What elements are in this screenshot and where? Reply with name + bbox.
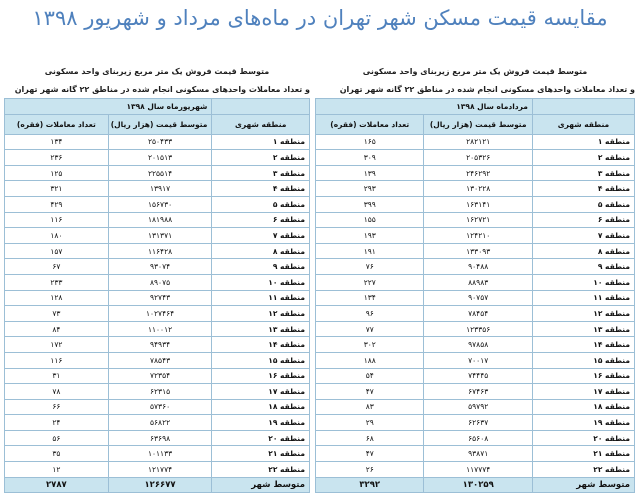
count-cell: ۸۳: [316, 399, 424, 415]
price-cell: ۶۷۴۶۳: [424, 384, 532, 400]
table-row: [5, 462, 310, 478]
table-row: [316, 415, 635, 431]
price-cell: ۵۷۳۶۰: [108, 399, 212, 415]
region-cell: منطقه ۱۲: [212, 306, 310, 322]
region-cell: منطقه ۶: [212, 212, 310, 228]
region-cell: منطقه ۱۸: [212, 399, 310, 415]
count-cell: ۱۷۲: [5, 337, 109, 353]
column-header-price: متوسط قیمت (هزار ریال): [108, 114, 212, 134]
price-cell: ۶۵۶۰۸: [424, 430, 532, 446]
price-cell: ۱۳۱۳۷۱: [108, 228, 212, 244]
price-cell: ۹۷۸۵۸: [424, 337, 532, 353]
count-cell: ۲۳۶: [5, 150, 109, 166]
price-cell: ۲۰۵۳۲۶: [424, 150, 532, 166]
region-cell: منطقه ۲۰: [212, 430, 310, 446]
price-cell: ۱۱۶۴۲۸: [108, 243, 212, 259]
count-cell: ۱۸۸: [316, 352, 424, 368]
city-average-row: [5, 477, 310, 493]
count-cell: ۷۷: [316, 321, 424, 337]
region-cell: منطقه ۵: [212, 196, 310, 212]
count-cell: ۱۸۰: [5, 228, 109, 244]
table-caption: متوسط قیمت فروش یک متر مربع زیربنای واحد مسکونی: [362, 67, 588, 76]
table-row: [316, 228, 635, 244]
table-row: [316, 430, 635, 446]
price-cell: ۷۸۴۵۴: [424, 306, 532, 322]
count-cell: ۴۲۹: [5, 196, 109, 212]
region-cell: منطقه ۹: [532, 259, 634, 275]
price-cell: ۷۴۴۴۵: [424, 368, 532, 384]
price-cell: ۱۱۷۷۷۴: [424, 462, 532, 478]
region-cell: منطقه ۹: [212, 259, 310, 275]
table-row: [5, 352, 310, 368]
price-cell: ۱۱۰۰۱۲: [108, 321, 212, 337]
count-cell: ۲۹۳: [316, 181, 424, 197]
region-cell: منطقه ۲: [212, 150, 310, 166]
table-row: [316, 196, 635, 212]
region-cell: منطقه ۱۰: [212, 274, 310, 290]
table-row: [5, 196, 310, 212]
avg-label: متوسط شهر: [212, 477, 310, 493]
region-cell: منطقه ۸: [532, 243, 634, 259]
count-cell: ۴۷: [316, 446, 424, 462]
price-cell: ۲۲۵۵۱۴: [108, 165, 212, 181]
count-cell: ۳۱: [5, 368, 109, 384]
table-row: [316, 446, 635, 462]
table-row: [316, 321, 635, 337]
table-row: [5, 165, 310, 181]
region-cell: منطقه ۲۱: [532, 446, 634, 462]
region-cell: منطقه ۷: [212, 228, 310, 244]
count-cell: ۲۳۳: [5, 274, 109, 290]
mordad-price-table: [315, 98, 635, 493]
table-caption: متوسط قیمت فروش یک متر مربع زیربنای واحد مسکونی: [44, 67, 270, 76]
count-cell: ۵۴: [316, 368, 424, 384]
table-row: [5, 321, 310, 337]
price-cell: ۱۶۲۷۲۱: [424, 212, 532, 228]
region-cell: منطقه ۱۳: [532, 321, 634, 337]
count-cell: ۱۲۸: [5, 290, 109, 306]
count-cell: ۲۴: [5, 415, 109, 431]
region-cell: منطقه ۱۵: [532, 352, 634, 368]
price-cell: ۹۳۰۷۴: [108, 259, 212, 275]
region-cell: منطقه ۲۲: [212, 462, 310, 478]
table-row: [5, 430, 310, 446]
table-row: [316, 243, 635, 259]
table-row: [5, 337, 310, 353]
region-cell: منطقه ۱۷: [532, 384, 634, 400]
count-cell: ۱۳۹: [316, 165, 424, 181]
region-cell: منطقه ۱: [532, 134, 634, 150]
region-cell: منطقه ۱۰: [532, 274, 634, 290]
count-cell: ۳۲۱: [5, 181, 109, 197]
table-row: [316, 352, 635, 368]
table-row: [5, 384, 310, 400]
price-cell: ۲۸۲۱۲۱: [424, 134, 532, 150]
avg-label: متوسط شهر: [532, 477, 634, 493]
price-cell: ۹۲۷۴۳: [108, 290, 212, 306]
count-cell: ۶۸: [316, 430, 424, 446]
table-row: [5, 259, 310, 275]
price-cell: ۹۴۹۳۴: [108, 337, 212, 353]
count-cell: ۲۲۷: [316, 274, 424, 290]
price-cell: ۲۰۱۵۱۳: [108, 150, 212, 166]
table-row: [5, 446, 310, 462]
region-cell: منطقه ۱۱: [532, 290, 634, 306]
price-cell: ۷۸۵۴۳: [108, 352, 212, 368]
count-cell: ۴۷: [316, 384, 424, 400]
avg-price: ۱۲۶۶۷۷: [108, 477, 212, 493]
mordad-table-block: [315, 66, 635, 493]
region-cell: منطقه ۱۴: [212, 337, 310, 353]
price-cell: ۱۲۴۲۱۰: [424, 228, 532, 244]
count-cell: ۱۵۵: [316, 212, 424, 228]
price-cell: ۱۰۱۱۳۳: [108, 446, 212, 462]
table-row: [316, 368, 635, 384]
table-row: [316, 134, 635, 150]
mordad-rows: [316, 134, 635, 477]
avg-count: ۲۷۸۷: [5, 477, 109, 493]
table-row: [316, 165, 635, 181]
price-cell: ۱۲۳۳۵۶: [424, 321, 532, 337]
column-header-region: منطقه شهری: [212, 114, 310, 134]
price-cell: ۶۲۶۳۷: [424, 415, 532, 431]
count-cell: ۲۶: [316, 462, 424, 478]
table-row: [5, 243, 310, 259]
table-row: [316, 181, 635, 197]
region-cell: منطقه ۲۱: [212, 446, 310, 462]
table-row: [316, 290, 635, 306]
table-row: [5, 306, 310, 322]
price-cell: ۷۰۰۱۷: [424, 352, 532, 368]
price-cell: ۸۸۹۸۳: [424, 274, 532, 290]
region-cell: منطقه ۳: [212, 165, 310, 181]
count-cell: ۵۶: [5, 430, 109, 446]
price-cell: ۲۴۶۲۹۲: [424, 165, 532, 181]
count-cell: ۱۹۳: [316, 228, 424, 244]
price-cell: ۹۳۸۷۱: [424, 446, 532, 462]
count-cell: ۶۶: [5, 399, 109, 415]
count-cell: ۱۱۶: [5, 352, 109, 368]
table-caption-secondary: و تعداد معاملات واحدهای مسکونی انجام شده در مناطق ۲۲ گانه شهر تهران: [339, 85, 635, 94]
table-row: [5, 212, 310, 228]
region-cell: منطقه ۴: [532, 181, 634, 197]
region-cell: منطقه ۲: [532, 150, 634, 166]
count-cell: ۱۳۴: [5, 134, 109, 150]
table-row: [5, 274, 310, 290]
table-row: [316, 399, 635, 415]
region-cell: منطقه ۸: [212, 243, 310, 259]
count-cell: ۷۶: [316, 259, 424, 275]
price-cell: ۸۹۰۷۵: [108, 274, 212, 290]
region-cell: منطقه ۲۲: [532, 462, 634, 478]
table-row: [5, 181, 310, 197]
price-cell: ۹۰۷۵۷: [424, 290, 532, 306]
price-cell: ۹۰۴۸۸: [424, 259, 532, 275]
table-row: [316, 150, 635, 166]
count-cell: ۹۶: [316, 306, 424, 322]
column-header-region: منطقه شهری: [532, 114, 634, 134]
price-cell: ۱۳۰۲۲۸: [424, 181, 532, 197]
table-row: [5, 290, 310, 306]
price-cell: ۵۶۸۲۲: [108, 415, 212, 431]
price-cell: ۱۵۶۷۳۰: [108, 196, 212, 212]
region-cell: منطقه ۲۰: [532, 430, 634, 446]
region-cell: منطقه ۱۶: [532, 368, 634, 384]
city-average-row: [316, 477, 635, 493]
count-cell: ۱۶۵: [316, 134, 424, 150]
table-row: [316, 306, 635, 322]
count-cell: ۲۹: [316, 415, 424, 431]
table-row: [316, 384, 635, 400]
table-row: [5, 415, 310, 431]
table-row: [5, 150, 310, 166]
table-row: [5, 368, 310, 384]
table-row: [5, 399, 310, 415]
price-cell: ۱۸۱۹۸۸: [108, 212, 212, 228]
shahrivar-price-table: [4, 98, 310, 493]
count-cell: ۱۹۱: [316, 243, 424, 259]
count-cell: ۳۰۲: [316, 337, 424, 353]
count-cell: ۸۴: [5, 321, 109, 337]
count-cell: ۷۸: [5, 384, 109, 400]
price-cell: ۱۳۳۰۹۳: [424, 243, 532, 259]
table-caption-secondary: و تعداد معاملات واحدهای مسکونی انجام شده در مناطق ۲۲ گانه شهر تهران: [14, 85, 310, 94]
price-cell: ۵۹۷۹۲: [424, 399, 532, 415]
count-cell: ۱۳۴: [316, 290, 424, 306]
region-cell: منطقه ۱۸: [532, 399, 634, 415]
table-row: [316, 259, 635, 275]
region-cell: منطقه ۱۴: [532, 337, 634, 353]
table-row: [316, 212, 635, 228]
count-cell: ۳۹۹: [316, 196, 424, 212]
table-row: [316, 337, 635, 353]
region-cell: منطقه ۵: [532, 196, 634, 212]
avg-count: ۳۲۹۲: [316, 477, 424, 493]
region-cell: منطقه ۶: [532, 212, 634, 228]
region-cell: منطقه ۳: [532, 165, 634, 181]
page-title: مقایسه قیمت مسکن شهر تهران در ماه‌های مرداد و شهریور ۱۳۹۸: [32, 6, 608, 30]
region-cell: منطقه ۱۹: [212, 415, 310, 431]
period-label: شهریورماه سال ۱۳۹۸: [5, 99, 212, 115]
price-cell: ۱۲۱۷۷۴: [108, 462, 212, 478]
region-cell: منطقه ۱۹: [532, 415, 634, 431]
region-cell: منطقه ۱۲: [532, 306, 634, 322]
table-row: [5, 228, 310, 244]
count-cell: ۱۲: [5, 462, 109, 478]
price-cell: ۱۶۳۱۴۱: [424, 196, 532, 212]
table-row: [5, 134, 310, 150]
column-header-count: تعداد معاملات (فقره): [5, 114, 109, 134]
price-cell: ۱۳۹۱۷: [108, 181, 212, 197]
price-cell: ۷۲۳۵۴: [108, 368, 212, 384]
table-row: [316, 274, 635, 290]
price-cell: ۲۵۰۴۳۳: [108, 134, 212, 150]
region-cell: منطقه ۱۵: [212, 352, 310, 368]
price-cell: ۱۰۲۷۴۶۴: [108, 306, 212, 322]
period-label: مردادماه سال ۱۳۹۸: [316, 99, 533, 115]
region-cell: منطقه ۱۶: [212, 368, 310, 384]
region-cell: منطقه ۱۱: [212, 290, 310, 306]
table-row: [316, 462, 635, 478]
region-cell: منطقه ۱۳: [212, 321, 310, 337]
shahrivar-rows: [5, 134, 310, 477]
count-cell: ۷۳: [5, 306, 109, 322]
avg-price: ۱۳۰۲۵۹: [424, 477, 532, 493]
price-cell: ۶۳۶۹۸: [108, 430, 212, 446]
price-cell: ۶۲۳۱۵: [108, 384, 212, 400]
count-cell: ۳۵: [5, 446, 109, 462]
region-cell: منطقه ۷: [532, 228, 634, 244]
region-cell: منطقه ۱۷: [212, 384, 310, 400]
count-cell: ۳۰۹: [316, 150, 424, 166]
count-cell: ۱۱۶: [5, 212, 109, 228]
count-cell: ۱۲۵: [5, 165, 109, 181]
shahrivar-table-block: [4, 66, 310, 493]
count-cell: ۶۷: [5, 259, 109, 275]
region-cell: منطقه ۱: [212, 134, 310, 150]
count-cell: ۱۵۷: [5, 243, 109, 259]
column-header-price: متوسط قیمت (هزار ریال): [424, 114, 532, 134]
region-cell: منطقه ۴: [212, 181, 310, 197]
column-header-count: تعداد معاملات (فقره): [316, 114, 424, 134]
